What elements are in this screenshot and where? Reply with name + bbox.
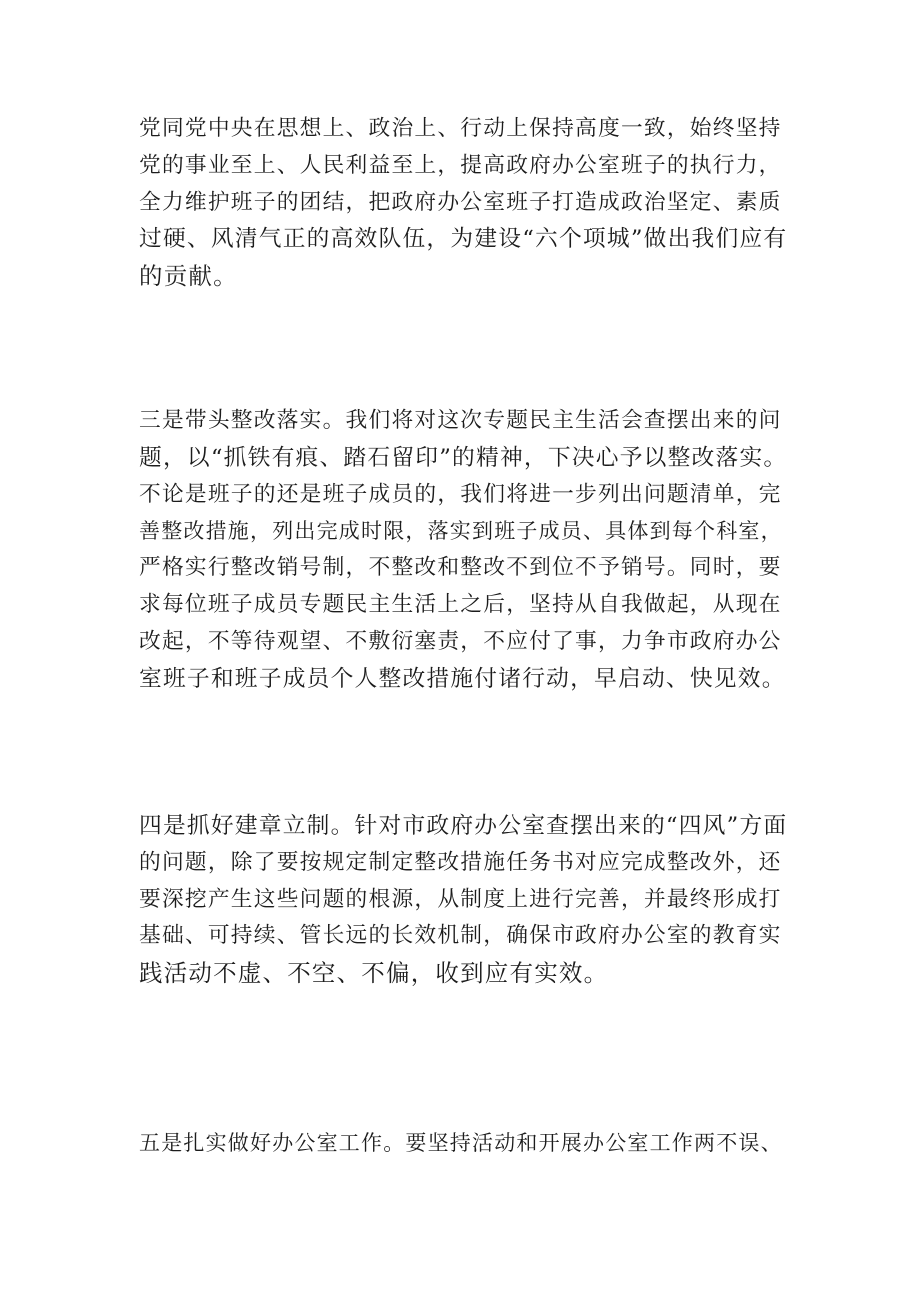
text-line: 不论是班子的还是班子成员的，我们将进一步列出问题清单，完	[139, 481, 782, 507]
paragraph-institution-building	[139, 808, 787, 992]
text-line: 改起，不等待观望、不敷衍塞责，不应付了事，力争市政府办公	[139, 628, 782, 654]
text-line: 室班子和班子成员个人整改措施付诸行动，早启动、快见效。	[139, 665, 786, 692]
text-line: 求每位班子成员专题民主生活上之后，坚持从自我做起，从现在	[139, 591, 782, 617]
text-line: 基础、可持续、管长远的长效机制，确保市政府办公室的教育实	[139, 923, 782, 949]
text-line: 党的事业至上、人民利益至上，提高政府办公室班子的执行力，	[139, 152, 782, 178]
text-line: 三是带头整改落实。我们将对这次专题民主生活会查摆出来的问	[139, 408, 782, 433]
paragraph-continuation	[139, 111, 787, 295]
paragraph-rectification	[139, 403, 787, 697]
text-line: 过硬、风清气正的高效队伍，为建设“六个项城”做出我们应有	[139, 226, 788, 253]
text-line: 善整改措施，列出完成时限，落实到班子成员、具体到每个科室，	[139, 519, 783, 544]
text-line: 要深挖产生这些问题的根源，从制度上进行完善，并最终形成打	[139, 886, 782, 912]
text-line: 四是抓好建章立制。针对市政府办公室查摆出来的“四风”方面	[139, 813, 788, 839]
text-line: 五是扎实做好办公室工作。要坚持活动和开展办公室工作两不误、	[139, 1131, 783, 1155]
paragraph-office-work	[139, 1125, 787, 1162]
text-line: 全力维护班子的团结，把政府办公室班子打造成政治坚定、素质	[139, 189, 782, 215]
text-line: 题，以“抓铁有痕、踏石留印”的精神，下决心予以整改落实。	[139, 444, 788, 471]
text-line: 党同党中央在思想上、政治上、行动上保持高度一致，始终坚持	[139, 116, 782, 141]
text-line: 的贡献。	[139, 262, 238, 291]
text-line: 践活动不虚、不空、不偏，收到应有实效。	[139, 959, 609, 988]
text-line: 的问题，除了要按规定制定整改措施任务书对应完成整改外，还	[139, 849, 782, 875]
text-line: 严格实行整改销号制，不整改和整改不到位不予销号。同时，要	[139, 555, 782, 581]
